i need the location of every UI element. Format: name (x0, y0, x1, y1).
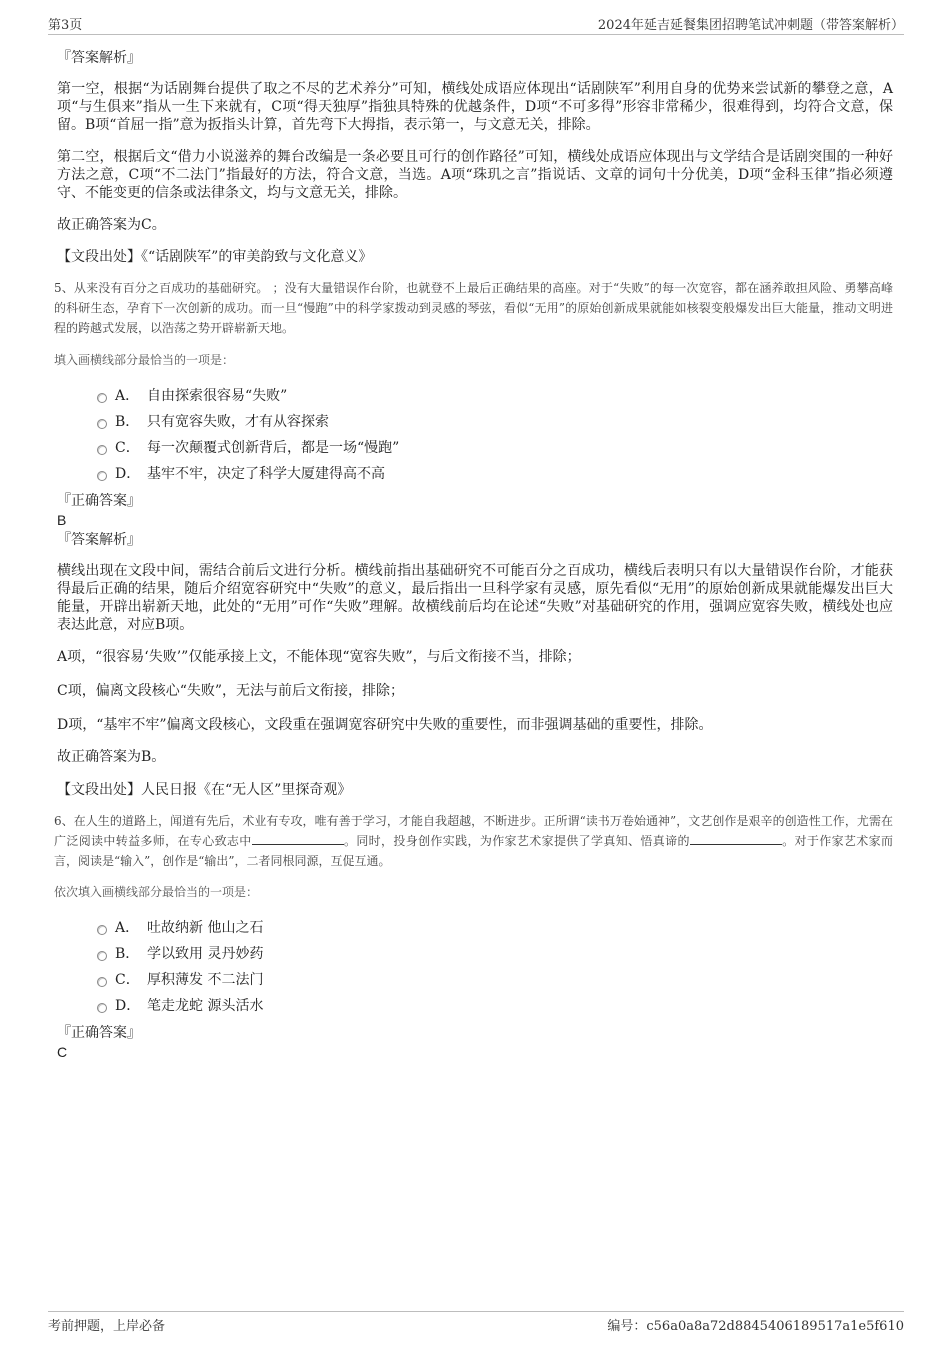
q5-stem: 5、从来没有百分之百成功的基础研究。 ；没有大量错误作台阶，也就登不上最后正确结果的高座。对于“失败”的每一次宽容，都在涵养敢担风险、勇攀高峰的科研生态，孕育下一次创新的成功。而一旦“慢跑”中的科学家拨动到灵感的琴弦，看似“无用”的原始创新成果就能如核裂变般爆发出巨大能量，推动文明进程的跨越式发展，以浩荡之势开辟崭新天地。 (54, 281, 893, 335)
q5-option-b[interactable]: B． 只有宽容失败，才有从容探索 (57, 409, 893, 435)
q4-source: 【文段出处】《“话剧陕军”的审美韵致与文化意义》 (57, 249, 373, 265)
q5-conclusion: 故正确答案为B。 (57, 749, 166, 765)
q5-analysis-label: 『答案解析』 (57, 532, 141, 548)
radio-icon[interactable] (97, 925, 107, 935)
q5-option-d[interactable]: D． 基牢不牢，决定了科学大厦建得高不高 (57, 461, 893, 487)
radio-icon[interactable] (97, 393, 107, 403)
page-footer (48, 1311, 904, 1334)
q6-answer-label: 『正确答案』 (57, 1025, 141, 1041)
q6-answer: C (57, 1044, 68, 1060)
q6-option-a[interactable]: A． 吐故纳新 他山之石 (57, 915, 893, 941)
radio-icon[interactable] (97, 419, 107, 429)
blank-1 (252, 832, 344, 845)
q5-option-c[interactable]: C． 每一次颠覆式创新背后，都是一场“慢跑” (57, 435, 893, 461)
q6-option-c[interactable]: C． 厚积薄发 不二法门 (57, 967, 893, 993)
radio-icon[interactable] (97, 951, 107, 961)
q5-answer-label: 『正确答案』 (57, 493, 141, 509)
document-content (54, 48, 893, 1061)
q6-option-d[interactable]: D． 笔走龙蛇 源头活水 (57, 993, 893, 1019)
q5-analysis-p1: 横线出现在文段中间，需结合前后文进行分析。横线前指出基础研究不可能百分之百成功，横线后表明只有以大量错误作台阶，才能获得最后正确的结果，随后介绍宽容研究中“失败”的意义，最后指出一旦科学家有灵感，原先看似“无用”的原始创新成果就能爆发出巨大能量，开辟出崭新天地，此处的“无用”可作“失败”理解。故横线前后均在论述“失败”对基础研究的作用，强调应宽容失败，横线处也应表达此意，对应B项。 (57, 563, 893, 633)
page-number: 第3页 (48, 18, 83, 33)
document-title: 2024年延吉延餐集团招聘笔试冲刺题（带答案解析） (597, 18, 904, 33)
footer-serial: 编号：c56a0a8a72d8845406189517a1e5f610 (607, 1319, 904, 1334)
radio-icon[interactable] (97, 471, 107, 481)
q5-prompt: 填入画横线部分最恰当的一项是： (54, 353, 235, 367)
radio-icon[interactable] (97, 977, 107, 987)
radio-icon[interactable] (97, 1003, 107, 1013)
q4-conclusion: 故正确答案为C。 (57, 217, 166, 233)
q5-option-a[interactable]: A． 自由探索很容易“失败” (57, 383, 893, 409)
blank-2 (690, 832, 782, 845)
page-header (48, 14, 904, 35)
radio-icon[interactable] (97, 445, 107, 455)
q6-stem: 6、在人生的道路上，闻道有先后，术业有专攻，唯有善于学习，才能自我超越，不断进步。正所谓“读书万卷始通神”，文艺创作是艰辛的创造性工作，尤需在广泛阅读中转益多师，在专心致志中 。同时，投身创作实践，为作家艺术家提供了学真知、悟真谛的 。对于作家艺术家而言，阅读是“输入”，创作是“输出”，二者同根同源，互促互通。 (54, 814, 893, 868)
q6-prompt: 依次填入画横线部分最恰当的一项是： (54, 885, 259, 899)
q6-options (57, 915, 893, 1019)
q4-analysis-p1: 第一空，根据“为话剧舞台提供了取之不尽的艺术养分”可知，横线处成语应体现出“话剧陕军”利用自身的优势来尝试新的攀登之意，A项“与生俱来”指从一生下来就有，C项“得天独厚”指独具特殊的优越条件，D项“不可多得”形容非常稀少，很难得到，均符合文意，保留。B项“首屈一指”意为扳指头计算，首先弯下大拇指，表示第一，与文意无关，排除。 (57, 81, 893, 133)
q5-analysis-d: D项，“基牢不牢”偏离文段核心，文段重在强调宽容研究中失败的重要性，而非强调基础的重要性，排除。 (57, 717, 713, 733)
q5-source: 【文段出处】人民日报《在“无人区”里探奇观》 (57, 782, 352, 798)
footer-slogan: 考前押题，上岸必备 (48, 1319, 166, 1334)
q5-analysis-c: C项，偏离文段核心“失败”，无法与前后文衔接，排除； (57, 683, 405, 699)
q6-option-b[interactable]: B． 学以致用 灵丹妙药 (57, 941, 893, 967)
q5-answer: B (57, 512, 67, 528)
q4-analysis-p2: 第二空，根据后文“借力小说滋养的舞台改编是一条必要且可行的创作路径”可知，横线处成语应体现出与文学结合是话剧突围的一种好方法之意，C项“不二法门”指最好的方法，符合文意，当选。A项“珠玑之言”指说话、文章的词句十分优美，D项“金科玉律”指必须遵守、不能变更的信条或法律条文，均与文意无关，排除。 (57, 149, 893, 201)
q5-options (57, 383, 893, 487)
q5-analysis-a: A项，“很容易‘失败’”仅能承接上文，不能体现“宽容失败”，与后文衔接不当，排除； (57, 649, 581, 665)
q4-analysis-label: 『答案解析』 (57, 50, 141, 66)
